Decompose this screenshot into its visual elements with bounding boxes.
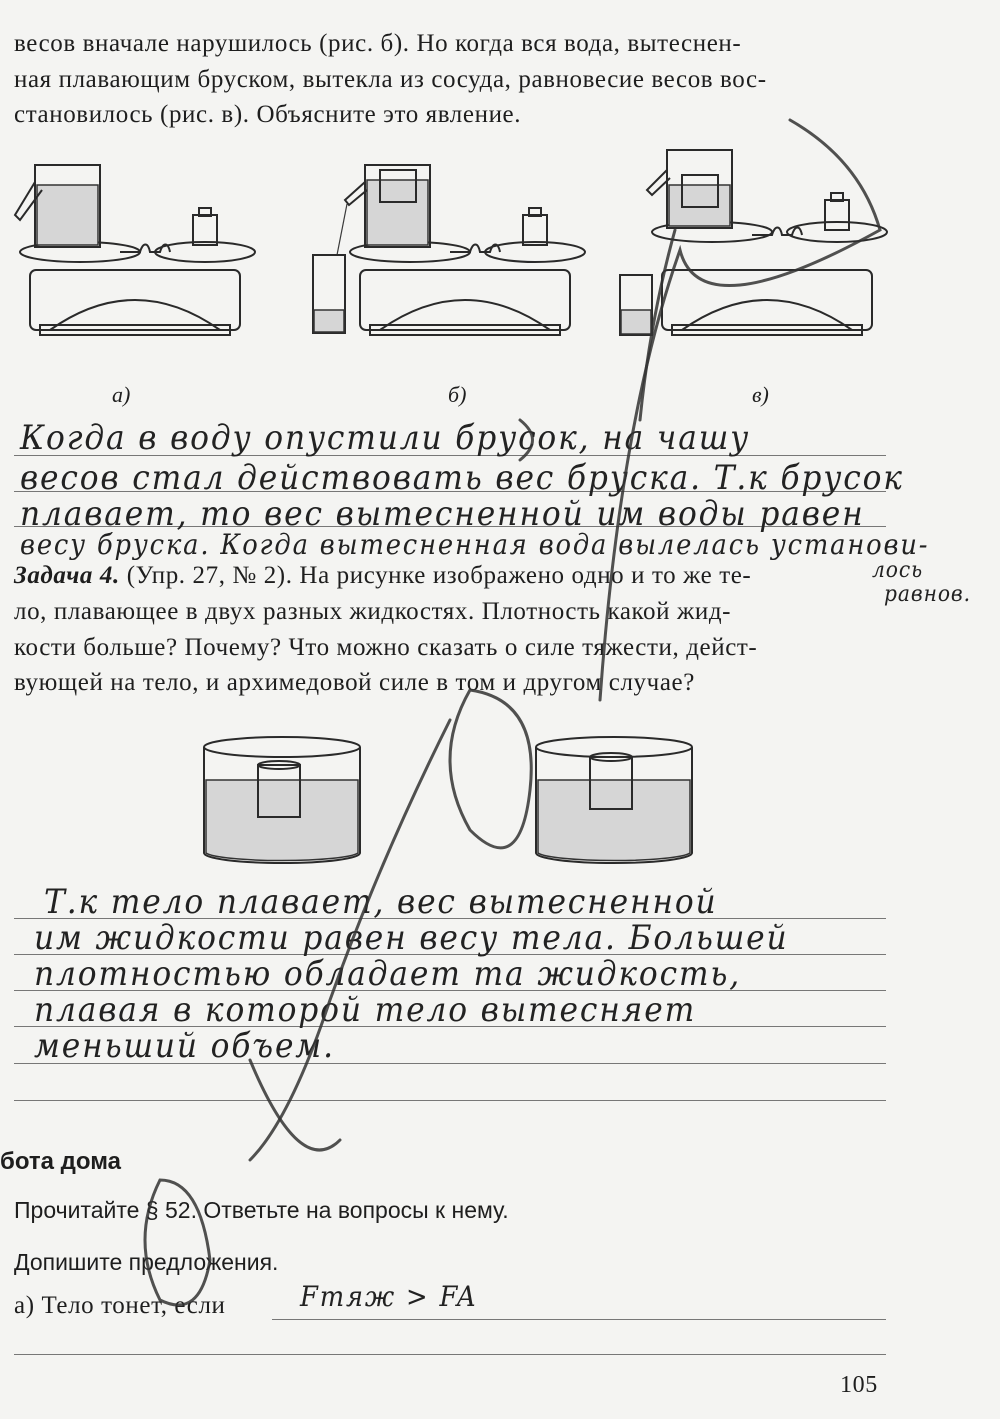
caption-a: а) xyxy=(112,382,131,407)
answer-1-extra-1: лось xyxy=(872,558,924,583)
scales-figure-a xyxy=(10,160,250,380)
answer-a-line xyxy=(272,1319,886,1320)
answer-1-extra-2: равнов. xyxy=(884,582,971,607)
answer-2-line-4: плавая в которой тело вытесняет xyxy=(34,990,697,1030)
ruled-line xyxy=(14,1354,886,1355)
answer-2-line-3: плотностью обладает та жидкость, xyxy=(34,954,742,994)
homework-item-a-answer: Fтяж > FA xyxy=(300,1280,478,1313)
ruled-line xyxy=(14,1100,886,1101)
intro-line-1: весов вначале нарушилось (рис. б). Но когда вся вода, вытеснен- xyxy=(14,30,742,57)
homework-item-2: Допишите предложения. xyxy=(14,1249,279,1275)
task-4-line-3: кости больше? Почему? Что можно сказать о силе тяжести, дейст- xyxy=(14,634,758,661)
answer-1-line-1: Когда в воду опустили брусок, на чашу xyxy=(20,418,751,458)
task-4-line-1-text: (Упр. 27, № 2). На рисунке изображено одно и то же те- xyxy=(126,562,752,589)
page-number: 105 xyxy=(840,1372,878,1398)
answer-1-line-3: плавает, то вес вытесненной им воды равен xyxy=(20,494,865,534)
answer-2-line-5: меньший объем. xyxy=(34,1026,335,1066)
task-4-line-4: вующей на тело, и архимедовой силе в том и другом случае? xyxy=(14,669,695,696)
caption-b: б) xyxy=(448,382,467,407)
answer-2-line-1: Т.к тело плавает, вес вытесненной xyxy=(44,882,718,922)
beakers-figure xyxy=(200,735,700,895)
scales-figure-b xyxy=(305,160,595,380)
caption-c: в) xyxy=(752,382,769,407)
task-4-line-2: ло, плавающее в двух разных жидкостях. Плотность какой жид- xyxy=(14,598,732,625)
homework-heading: бота дома xyxy=(0,1148,122,1175)
homework-item-1: Прочитайте § 52. Ответьте на вопросы к нему. xyxy=(14,1197,509,1223)
beaker-left xyxy=(204,737,360,863)
intro-line-2: ная плавающим бруском, вытекла из сосуда, равновесие весов вос- xyxy=(14,66,767,93)
scales-figure-c xyxy=(612,160,902,380)
answer-1-line-2: весов стал действовать вес бруска. Т.к брусок xyxy=(20,458,904,498)
task-4-label: Задача 4. xyxy=(14,562,120,589)
homework-item-a: а) Тело тонет, если xyxy=(14,1292,226,1319)
beaker-right xyxy=(536,737,692,863)
answer-2-line-2: им жидкости равен весу тела. Большей xyxy=(34,918,789,958)
intro-line-3: становилось (рис. в). Объясните это явление. xyxy=(14,101,522,128)
answer-1-line-4: весу бруска. Когда вытесненная вода вылелась установи- xyxy=(20,528,930,561)
task-4-line-1 xyxy=(14,562,751,590)
